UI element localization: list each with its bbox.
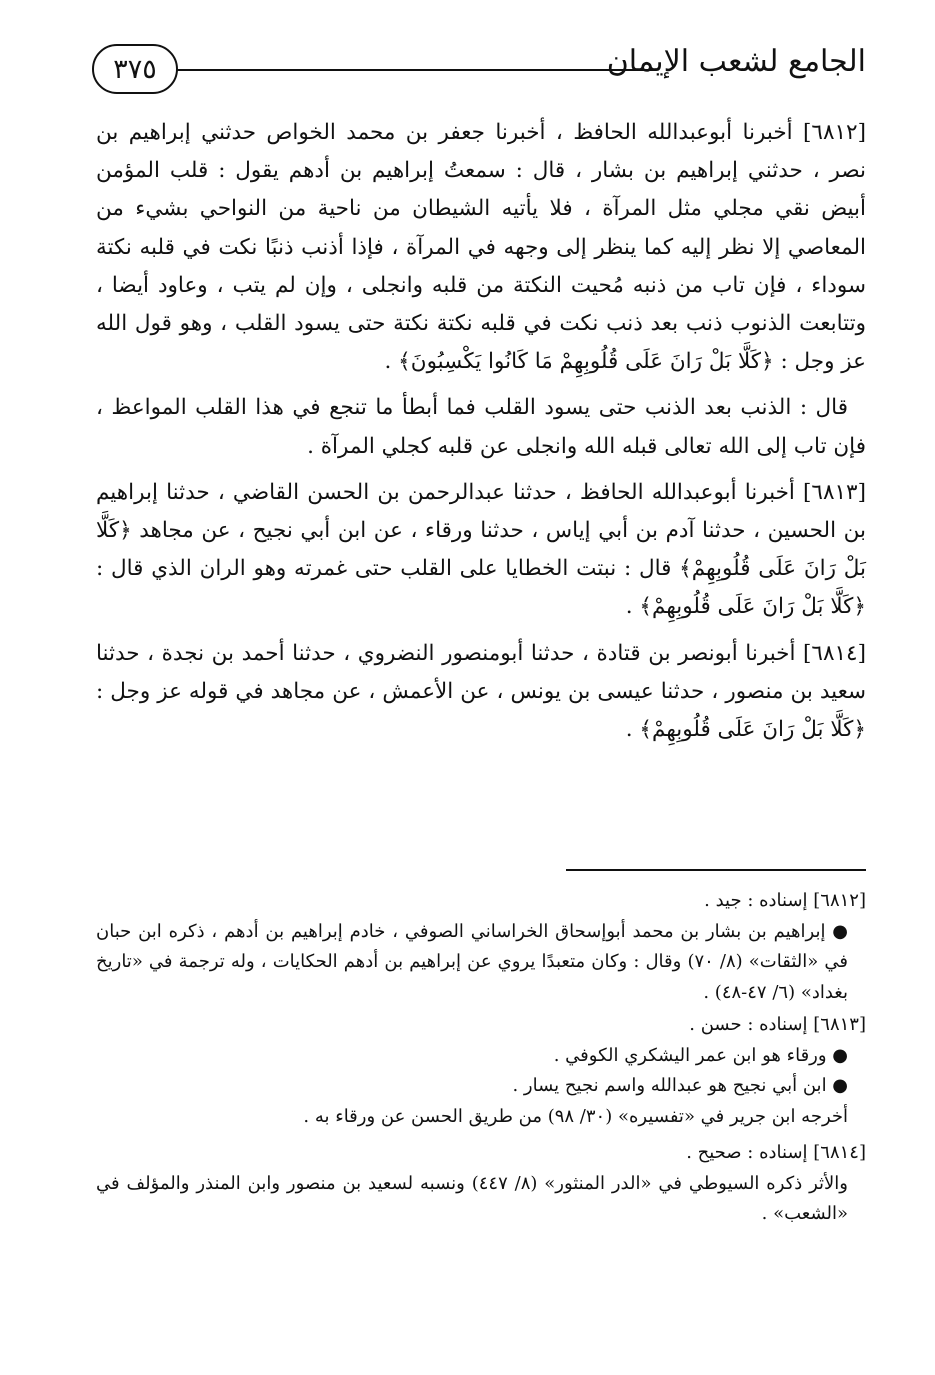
footnote-6813-grade: [٦٨١٣] إسناده : حسن .: [689, 1014, 866, 1035]
footnote-6813-note-1: ● ورقاء هو ابن عمر اليشكري الكوفي .: [553, 1044, 848, 1066]
footnote-separator: [566, 869, 866, 871]
hadith-6812-continuation: قال : الذنب بعد الذنب حتى يسود القلب فما أبطأ ما تنجع في هذا القلب المواعظ ، فإن تاب إلى الله تعالى قبله الله وانجلى عن قلبه كجلي المرآة .: [96, 395, 866, 459]
footnote-6812-note: ● إبراهيم بن بشار بن محمد أبوإسحاق الخراساني الصوفي ، خادم إبراهيم بن أدهم ، ذكره ابن حبان في «الثقات» (٨/ ٧٠) وقال : وكان متعبدًا يروي عن إبراهيم بن أدهم الحكايات ، وله ترجمة في «تاريخ بغداد» (٦/ ٤٧-٤٨) .: [96, 920, 848, 1003]
running-title: الجامع لشعب الإيمان: [606, 44, 866, 79]
footnote-6814-grade: [٦٨١٤] إسناده : صحيح .: [686, 1142, 866, 1163]
page-header: [92, 38, 866, 100]
hadith-6814: [٦٨١٤] أخبرنا أبونصر بن قتادة ، حدثنا أبومنصور النضروي ، حدثنا أحمد بن نجدة ، حدثنا سعيد بن منصور ، حدثنا عيسى بن يونس ، عن الأعمش ، عن مجاهد في قوله عز وجل : ﴿كَلَّا بَلْ رَانَ عَلَى قُلُوبِهِمْ﴾ .: [96, 640, 866, 743]
footnote-6814-note: والأثر ذكره السيوطي في «الدر المنثور» (٨/ ٤٤٧) ونسبه لسعيد بن منصور وابن المنذر والمؤلف في «الشعب» .: [96, 1172, 849, 1224]
hadith-6812: [٦٨١٢] أخبرنا أبوعبدالله الحافظ ، أخبرنا جعفر بن محمد الخواص حدثني إبراهيم بن نصر ، حدثني إبراهيم بن بشار ، قال : سمعتُ إبراهيم بن أدهم يقول : قلب المؤمن أبيض نقي مجلي مثل المرآة ، فلا يأتيه الشيطان من ناحية من النواحي بشيء من المعاصي إلا نظر إليه كما ينظر إلى وجهه في المرآة ، فإذا أذنب ذنبًا نكت في قلبه نكتة سوداء ، فإن تاب من ذنبه مُحيت النكتة من قلبه وانجلى ، وإن لم يتب ، وعاود أيضا ، وتتابعت الذنوب ذنب بعد ذنب نكت في قلبه نكتة نكتة حتى يسود القلب ، وهو قول الله عز وجل : ﴿كَلَّا بَلْ رَانَ عَلَى قُلُوبِهِمْ مَا كَانُوا يَكْسِبُونَ﴾ .: [96, 120, 866, 375]
footnote-6813-note-3: أخرجه ابن جرير في «تفسيره» (٣٠/ ٩٨) من طريق الحسن عن ورقاء به .: [303, 1105, 848, 1127]
page-number: ٣٧٥: [92, 44, 178, 94]
main-text: [96, 114, 866, 757]
footnote-6812-grade: [٦٨١٢] إسناده : جيد .: [704, 890, 866, 911]
footnote-6813-note-2: ● ابن أبي نجيح هو عبدالله واسم نجيح يسار .: [512, 1075, 848, 1096]
hadith-6813: [٦٨١٣] أخبرنا أبوعبدالله الحافظ ، حدثنا عبدالرحمن بن الحسن القاضي ، حدثنا إبراهيم بن الحسين ، حدثنا آدم بن أبي إياس ، حدثنا ورقاء ، عن ابن أبي نجيح ، عن مجاهد ﴿كَلَّا بَلْ رَانَ عَلَى قُلُوبِهِمْ﴾ قال : نبتت الخطايا على القلب حتى غمرته وهو الران الذي قال : ﴿كَلَّا بَلْ رَانَ عَلَى قُلُوبِهِمْ﴾ .: [96, 479, 866, 620]
header-rule: [176, 69, 654, 71]
footnotes: [96, 884, 866, 1230]
